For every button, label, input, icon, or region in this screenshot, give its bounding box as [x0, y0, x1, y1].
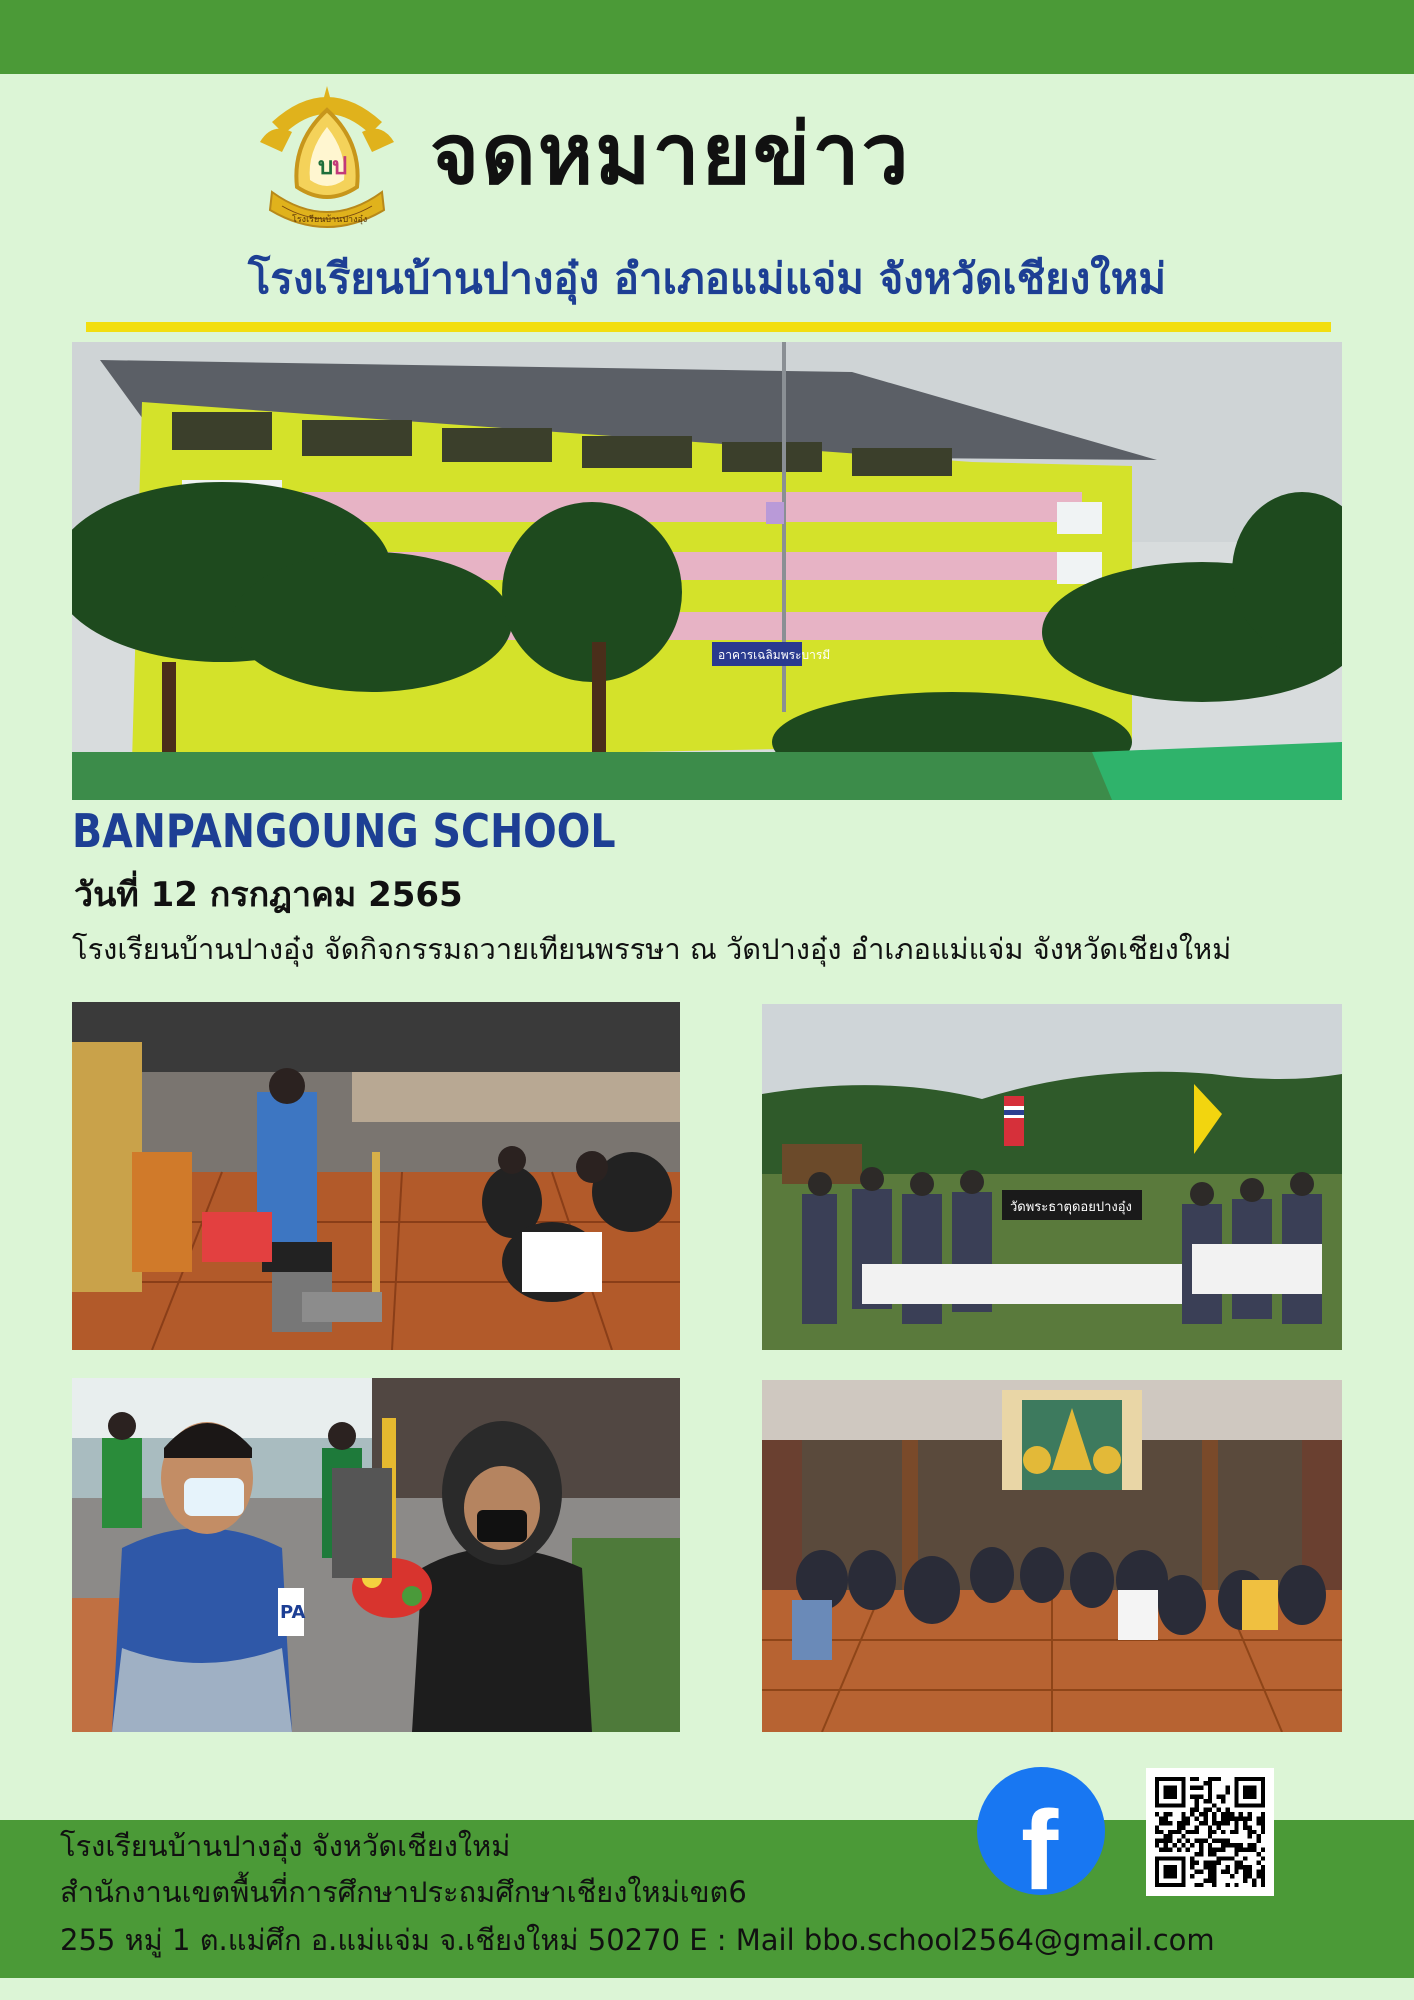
building-sign: อาคารเฉลิมพระบารมี	[718, 648, 831, 662]
facebook-icon[interactable]	[975, 1765, 1107, 1897]
temple-hall-assembly-photo	[762, 1380, 1342, 1732]
event-date: วันที่ 12 กรกฎาคม 2565	[74, 875, 463, 915]
footer-office-name: สำนักงานเขตพื้นที่การศึกษาประถมศึกษาเชียงใหม่เขต6	[60, 1875, 747, 1909]
newsletter-title: จดหมายข่าว	[430, 105, 911, 203]
title-rule	[86, 322, 1331, 332]
top-green-band	[0, 0, 1414, 74]
candle-offering-photo	[72, 1002, 680, 1350]
qr-code-icon[interactable]	[1146, 1768, 1274, 1896]
svg-text:ป: ป	[332, 152, 348, 180]
students-candle-photo	[72, 1378, 680, 1732]
jacket-print: PA	[280, 1602, 306, 1623]
footer-edge	[0, 1978, 1414, 2000]
footer-address-email: 255 หมู่ 1 ต.แม่ศึก อ.แม่แจ่ม จ.เชียงใหม่ 50270 E : Mail bbo.school2564@gmail.com	[60, 1923, 1215, 1957]
school-name-english: BANPANGOUNG SCHOOL	[72, 804, 616, 858]
group-at-temple-photo	[762, 1004, 1342, 1350]
temple-sign: วัดพระธาตุดอยปางอุ๋ง	[1010, 1200, 1132, 1215]
svg-text:บ: บ	[318, 152, 334, 180]
school-subtitle: โรงเรียนบ้านปางอุ๋ง อำเภอแม่แจ่ม จังหวัดเชียงใหม่	[247, 254, 1167, 303]
facebook-glyph: f	[1021, 1788, 1059, 1897]
school-logo-icon	[252, 82, 402, 242]
event-description: โรงเรียนบ้านปางอุ๋ง จัดกิจกรรมถวายเทียนพรรษา ณ วัดปางอุ๋ง อำเภอแม่แจ่ม จังหวัดเชียงใหม่	[72, 932, 1232, 966]
footer-school-name: โรงเรียนบ้านปางอุ๋ง จังหวัดเชียงใหม่	[60, 1829, 511, 1863]
school-building-photo	[72, 342, 1342, 800]
logo-ring-text: โรงเรียนบ้านปางอุ๋ง	[292, 215, 368, 225]
